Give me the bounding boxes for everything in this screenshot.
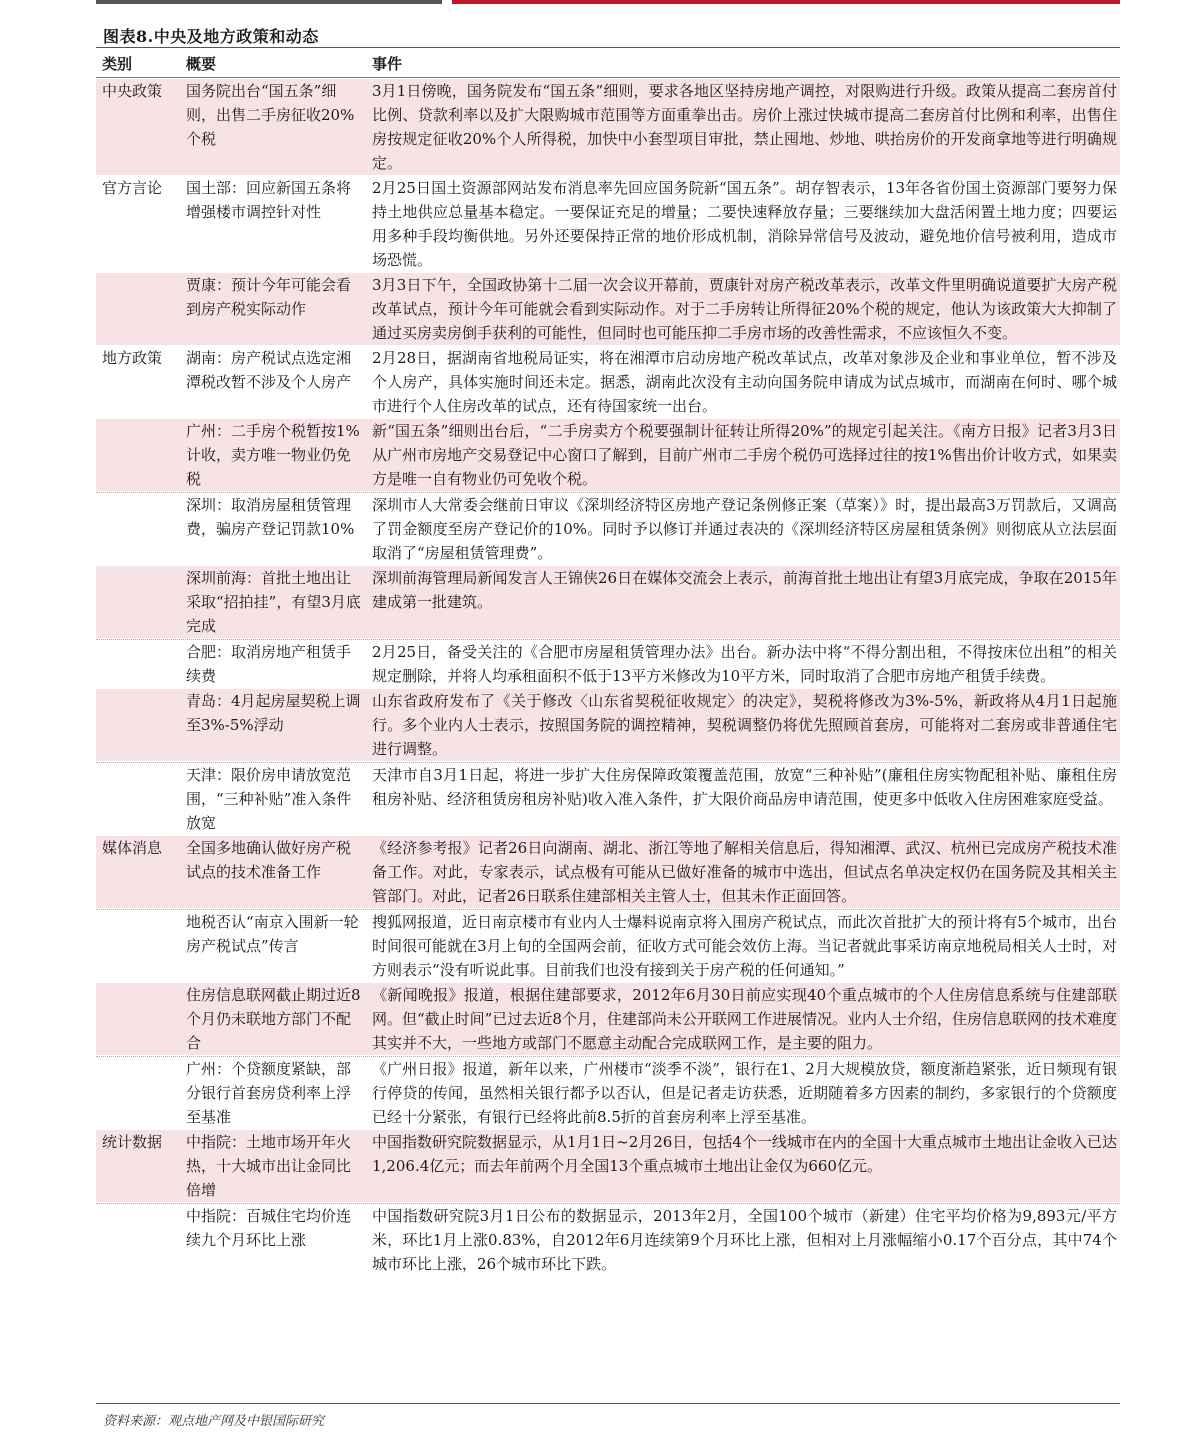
policy-table xyxy=(96,52,1120,1276)
row-summary: 青岛：4月起房屋契税上调至3%-5%浮动 xyxy=(186,692,361,734)
row-event: 中国指数研究院数据显示，从1月1日~2月26日，包括4个一线城市在内的全国十大重点城市土地出让金收入已达1,206.4亿元；而去年前两个月全国13个重点城市土地出让金仅为660亿元。 xyxy=(372,1133,1117,1175)
row-category xyxy=(96,640,182,688)
row-category: 地方政策 xyxy=(102,349,163,367)
table-row xyxy=(96,1056,1120,1129)
row-category: 媒体消息 xyxy=(102,839,163,857)
table-row xyxy=(96,1130,1120,1202)
row-summary: 深圳前海：首批土地出让采取“招拍挂”，有望3月底完成 xyxy=(186,569,361,635)
row-category: 统计数据 xyxy=(102,1133,163,1151)
row-event: 中国指数研究院3月1日公布的数据显示，2013年2月，全国100个城市（新建）住宅平均价格为9,893元/平方米，环比1月上涨0.83%，自2012年6月连续第9个月环比上涨，但相对上月涨幅缩小0.17个百分点，其中74个城市环比上涨，26个城市环比下跌。 xyxy=(372,1207,1117,1273)
header-event: 事件 xyxy=(372,55,403,73)
table-row xyxy=(96,983,1120,1055)
bottom-divider xyxy=(96,1403,1120,1404)
table-row xyxy=(96,176,1120,272)
row-summary: 广州：个贷额度紧缺，部分银行首套房贷利率上浮至基准 xyxy=(186,1060,352,1126)
row-category xyxy=(96,910,182,982)
header-summary: 概要 xyxy=(186,55,217,73)
row-summary: 湖南：房产税试点选定湘潭税改暂不涉及个人房产 xyxy=(186,349,352,391)
row-event: 深圳市人大常委会继前日审议《深圳经济特区房地产登记条例修正案（草案）》时，提出最高3万罚款后，又调高了罚金额度至房产登记价的10%。同时予以修订并通过表决的《深圳经济特区房屋租赁条例》则彻底从立法层面取消了“房屋租赁管理费”。 xyxy=(372,496,1117,562)
row-event: 搜狐网报道，近日南京楼市有业内人士爆料说南京将入围房产税试点，而此次首批扩大的预计将有5个城市，出台时间很可能就在3月上旬的全国两会前，征收方式可能会效仿上海。当记者就此事采访南京地税局相关人士时，对方则表示“没有听说此事。目前我们也没有接到关于房产税的任何通知。” xyxy=(372,913,1117,979)
row-event: 《经济参考报》记者26日向湖南、湖北、浙江等地了解相关信息后，得知湘潭、武汉、杭州已完成房产税技术准备工作。对此，专家表示，试点极有可能从已做好准备的城市中选出，但试点名单决定权仍在国务院及其相关主管部门。对此，记者26日联系住建部相关主管人士，但其未作正面回答。 xyxy=(372,839,1117,905)
table-row xyxy=(96,909,1120,982)
row-event: 《广州日报》报道，新年以来，广州楼市“淡季不淡”，银行在1、2月大规模放贷，额度渐趋紧张，近日频现有银行停贷的传闻，虽然相关银行都予以否认，但是记者走访获悉，近期随着多方因素的制约，多家银行的个贷额度已经十分紧张，有银行已经将此前8.5折的首套房利率上浮至基准。 xyxy=(372,1060,1117,1126)
row-event: 2月25日国土资源部网站发布消息率先回应国务院新“国五条”。胡存智表示，13年各省份国土资源部门要努力保持土地供应总量基本稳定。一要保证充足的增量；二要快速释放存量；三要继续加大盘活闲置土地力度；四要运用多种手段均衡供地。另外还要保持正常的地价形成机制，消除异常信号及波动，避免地价信号被利用，造成市场恐慌。 xyxy=(372,179,1117,269)
row-category xyxy=(96,763,182,835)
top-bar-red xyxy=(452,0,1120,4)
row-summary: 全国多地确认做好房产税试点的技术准备工作 xyxy=(186,839,352,881)
row-event: 深圳前海管理局新闻发言人王锦侠26日在媒体交流会上表示，前海首批土地出让有望3月底完成，争取在2015年建成第一批建筑。 xyxy=(372,569,1117,611)
row-category: 官方言论 xyxy=(102,179,163,197)
row-category xyxy=(96,493,182,565)
table-row xyxy=(96,689,1120,761)
table-row xyxy=(96,492,1120,565)
row-summary: 地税否认“南京入围新一轮房产税试点”传言 xyxy=(186,913,359,955)
row-category xyxy=(96,273,182,345)
table-row xyxy=(96,419,1120,491)
row-category xyxy=(96,689,182,761)
row-category xyxy=(96,566,182,638)
source-note: 资料来源：观点地产网及中银国际研究 xyxy=(103,1414,325,1429)
row-summary: 广州：二手房个税暂按1%计收，卖方唯一物业仍免税 xyxy=(186,422,360,488)
row-category xyxy=(96,1057,182,1129)
table-row xyxy=(96,273,1120,345)
row-summary: 中指院：土地市场开年火热，十大城市出让金同比倍增 xyxy=(186,1133,352,1199)
row-event: 新“国五条”细则出台后，“二手房卖方个税要强制计征转让所得20%”的规定引起关注。《南方日报》记者3月3日从广州市房地产交易登记中心窗口了解到，目前广州市二手房个税仍可选择过往的按1%售出价计收方式，如果卖方是唯一自有物业仍可免收个税。 xyxy=(372,422,1117,488)
row-summary: 中指院：百城住宅均价连续九个月环比上涨 xyxy=(186,1207,352,1249)
row-category xyxy=(96,983,182,1055)
row-summary: 国务院出台“国五条”细则，出售二手房征收20%个税 xyxy=(186,82,355,148)
figure-title: 图表8.中央及地方政策和动态 xyxy=(103,27,319,46)
top-bar-gray xyxy=(96,0,442,4)
row-event: 2月25日，备受关注的《合肥市房屋租赁管理办法》出台。新办法中将“不得分割出租，不得按床位出租”的相关规定删除，并将人均承租面积不低于13平方米修改为10平方米，同时取消了合肥市房地产租赁手续费。 xyxy=(372,643,1117,685)
row-category xyxy=(96,419,182,491)
row-summary: 贾康：预计今年可能会看到房产税实际动作 xyxy=(186,276,352,318)
row-summary: 合肥：取消房地产租赁手续费 xyxy=(186,643,352,685)
row-summary: 天津：限价房申请放宽范围，“三种补贴”准入条件放宽 xyxy=(186,766,352,832)
table-row xyxy=(96,762,1120,835)
table-row xyxy=(96,1203,1120,1276)
row-event: 2月28日，据湖南省地税局证实，将在湘潭市启动房地产税改革试点，改革对象涉及企业和事业单位，暂不涉及个人房产，具体实施时间还未定。据悉，湖南此次没有主动向国务院申请成为试点城市，而湖南在何时、哪个城市进行个人住房改革的试点，还有待国家统一出台。 xyxy=(372,349,1117,415)
table-row xyxy=(96,566,1120,638)
row-event: 3月1日傍晚，国务院发布“国五条”细则，要求各地区坚持房地产调控，对限购进行升级。政策从提高二套房首付比例、贷款利率以及扩大限购城市范围等方面重拳出击。房价上涨过快城市提高二套房首付比例和利率，出售住房按规定征收20%个人所得税，加快中小套型项目审批，禁止囤地、炒地、哄抬房价的开发商拿地等进行明确规定。 xyxy=(372,82,1117,172)
header-category: 类别 xyxy=(102,55,133,73)
table-row xyxy=(96,836,1120,908)
table-row xyxy=(96,79,1120,175)
title-divider xyxy=(96,47,1120,48)
row-event: 《新闻晚报》报道，根据住建部要求，2012年6月30日前应实现40个重点城市的个人住房信息系统与住建部联网。但“截止时间”已过去近8个月，住建部尚未公开联网工作进展情况。业内人士介绍，住房信息联网的技术难度其实并不大，一些地方或部门不愿意主动配合完成联网工作，是主要的阻力。 xyxy=(372,986,1117,1052)
row-event: 3月3日下午，全国政协第十二届一次会议开幕前，贾康针对房产税改革表示，改革文件里明确说道要扩大房产税改革试点，预计今年可能就会看到实际动作。对于二手房转让所得征20%个税的规定，他认为该政策大大抑制了通过买房卖房倒手获利的可能性，但同时也可能压抑二手房市场的改善性需求，不应该恒久不变。 xyxy=(372,276,1117,342)
row-category: 中央政策 xyxy=(102,82,163,100)
row-summary: 住房信息联网截止期过近8个月仍未联地方部门不配合 xyxy=(186,986,361,1052)
row-summary: 国土部：回应新国五条将增强楼市调控针对性 xyxy=(186,179,352,221)
row-event: 山东省政府发布了《关于修改〈山东省契税征收规定〉的决定》，契税将修改为3%-5%，新政将从4月1日起施行。多个业内人士表示，按照国务院的调控精神，契税调整仍将优先照顾首套房，可能将对二套房或非普通住宅进行调整。 xyxy=(372,692,1117,758)
row-category xyxy=(96,1204,182,1276)
table-body xyxy=(96,79,1120,1276)
table-header xyxy=(96,52,1120,78)
row-event: 天津市自3月1日起，将进一步扩大住房保障政策覆盖范围，放宽“三种补贴”(廉租住房实物配租补贴、廉租住房租房补贴、经济租赁房租房补贴)收入准入条件，扩大限价商品房申请范围，使更多中低收入住房困难家庭受益。 xyxy=(372,766,1117,808)
table-row xyxy=(96,346,1120,418)
row-summary: 深圳：取消房屋租赁管理费，骗房产登记罚款10% xyxy=(186,496,355,538)
table-row xyxy=(96,639,1120,688)
